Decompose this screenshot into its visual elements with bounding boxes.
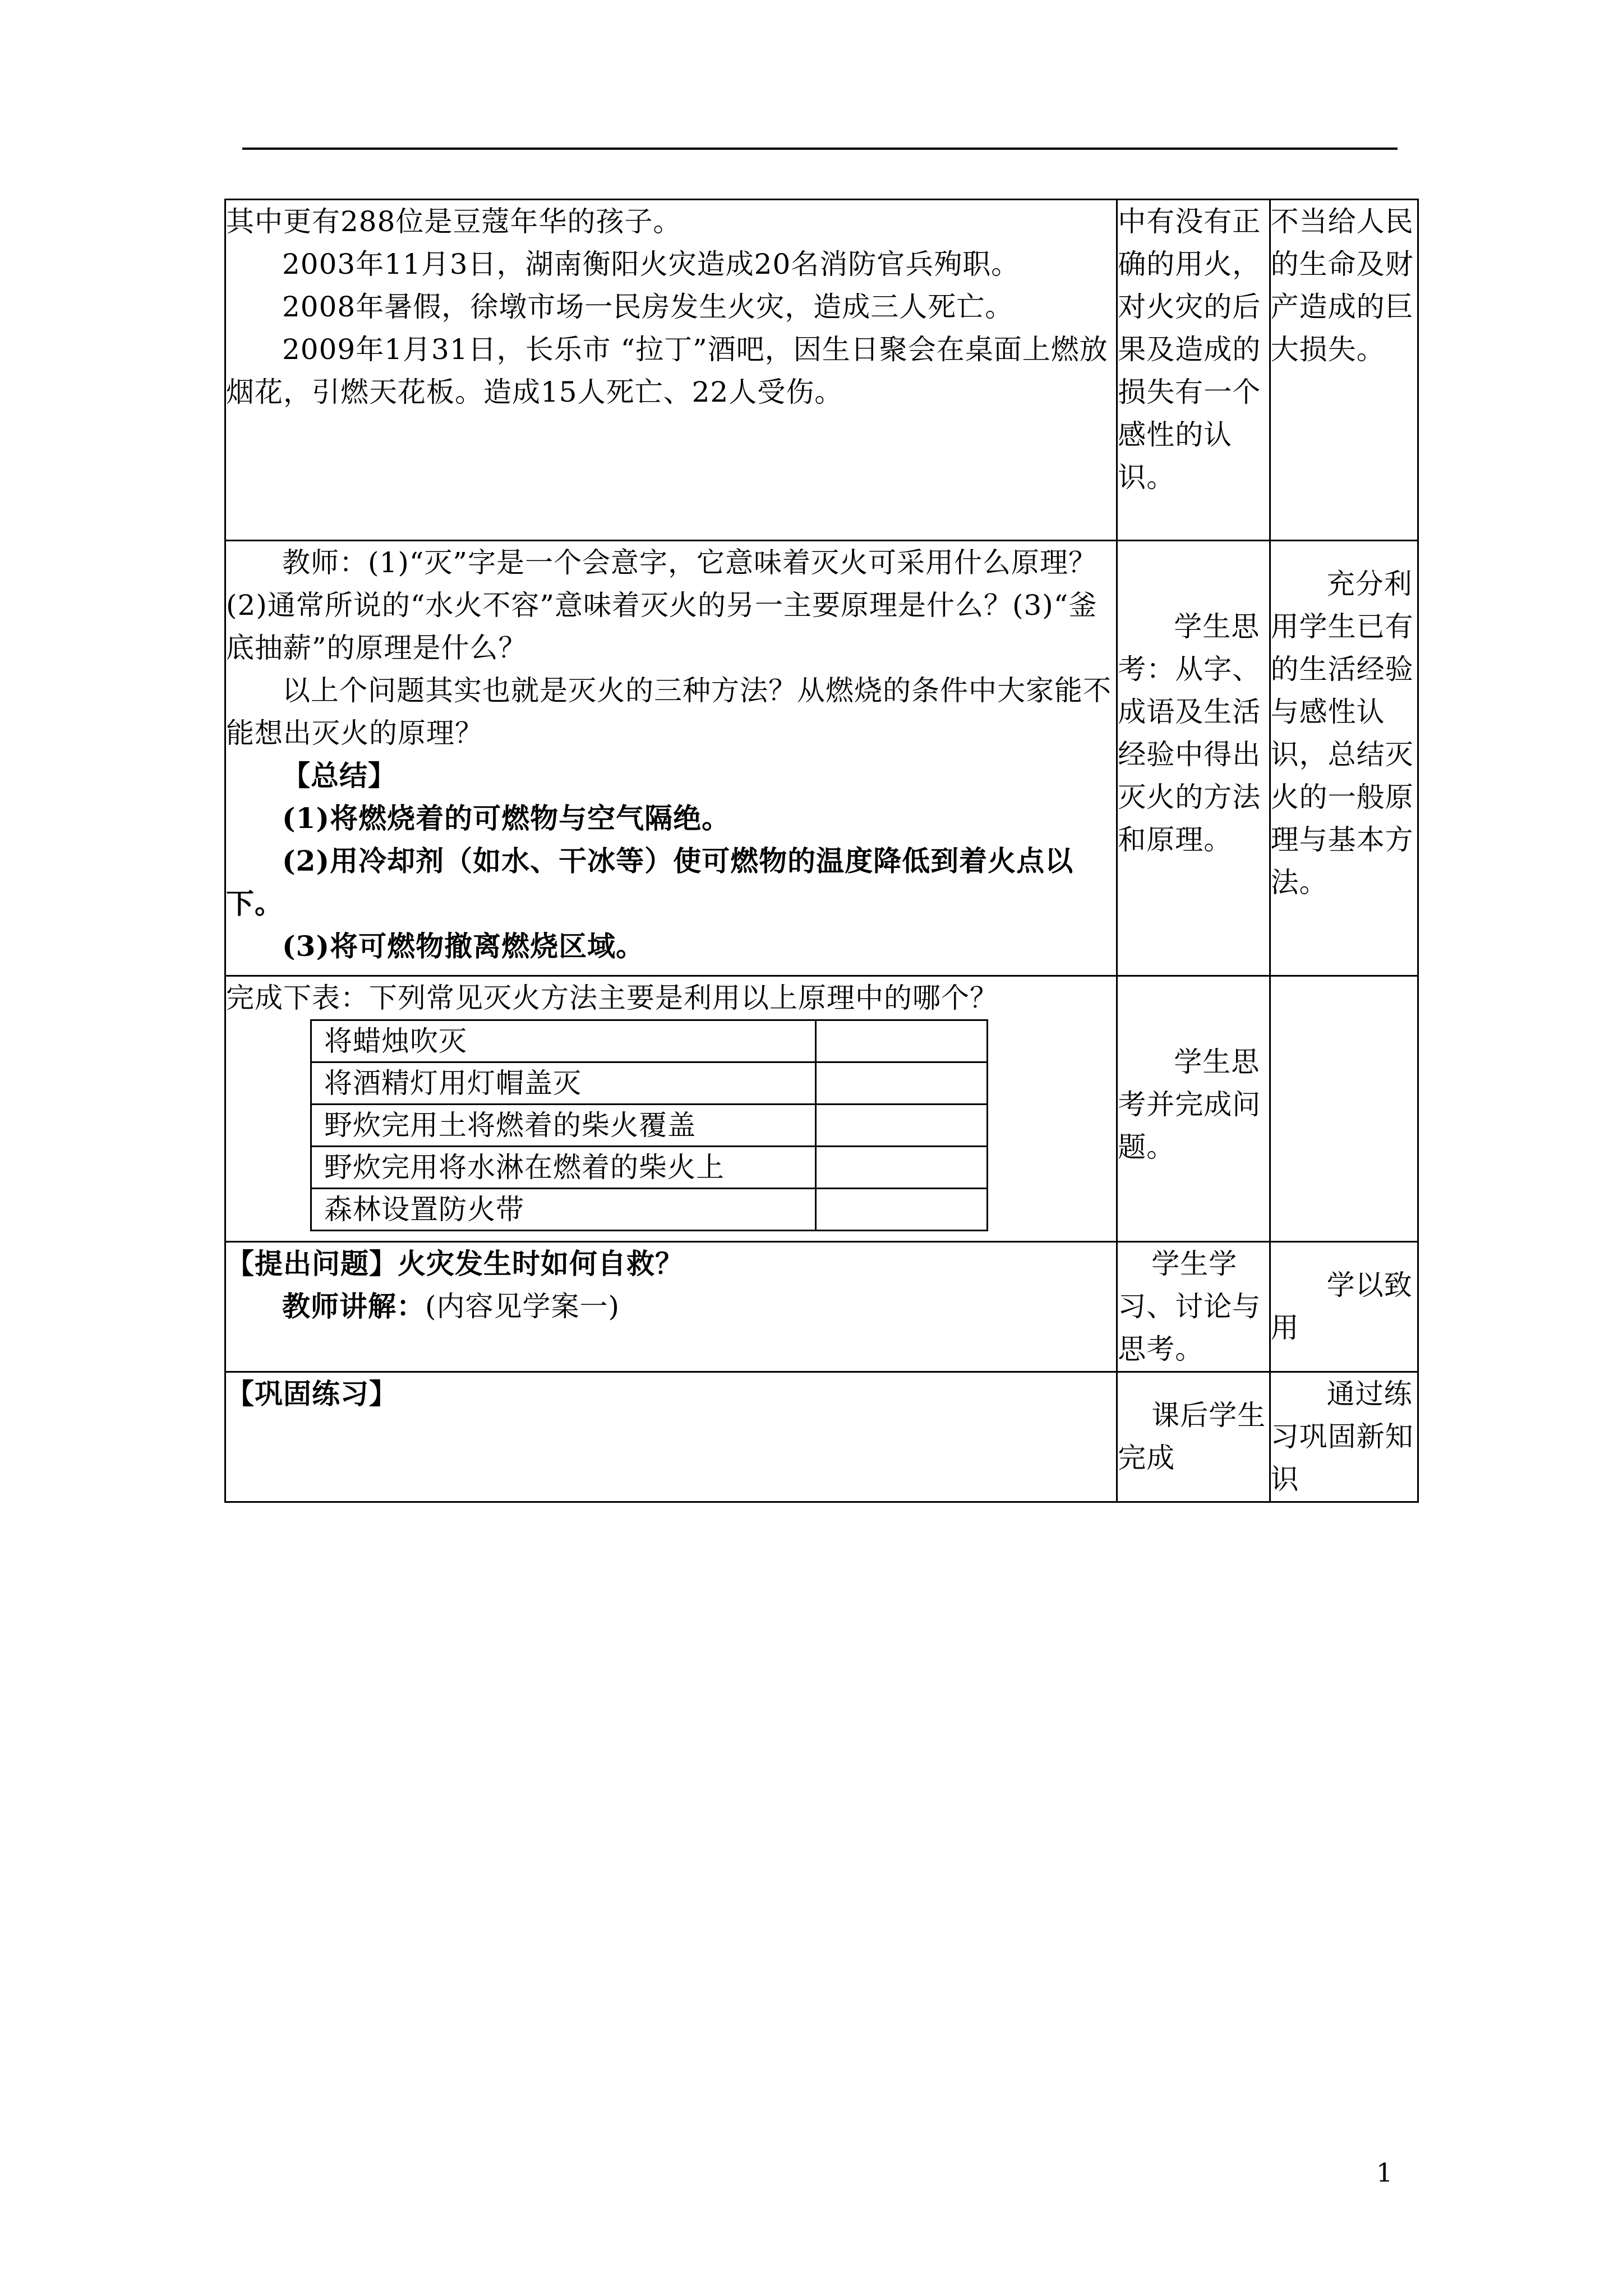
design-intent-text: 不当给人民的生命及财产造成的巨大损失。 [1270, 205, 1414, 366]
answer-cell [816, 1147, 988, 1189]
table-row [311, 1147, 988, 1189]
table-row [225, 541, 1418, 976]
content-line: 以上个问题其实也就是灭火的三种方法？从燃烧的条件中大家能不能想出灭火的原理？ [226, 674, 1112, 749]
method-cell: 森林设置防火带 [311, 1189, 816, 1231]
content-cell [225, 976, 1117, 1242]
answer-cell [816, 1020, 988, 1062]
exercise-table [310, 1019, 988, 1231]
content-line: 2009年1月31日，长乐市 “拉丁”酒吧，因生日聚会在桌面上燃放烟花，引燃天花板。造成15人死亡、22人受伤。 [226, 333, 1108, 408]
summary-heading: 【总结】 [282, 759, 396, 792]
question-heading: 【提出问题】火灾发生时如何自救？ [226, 1247, 684, 1280]
practice-heading: 【巩固练习】 [226, 1377, 398, 1410]
teacher-note: (内容见学案一) [425, 1290, 620, 1323]
lesson-plan-table [224, 199, 1419, 1503]
table-row [311, 1020, 988, 1062]
student-activity-cell [1117, 541, 1270, 976]
table-row [311, 1062, 988, 1105]
student-activity-cell [1117, 1242, 1270, 1372]
design-intent-text: 充分利用学生已有的生活经验与感性认识，总结灭火的一般原理与基本方法。 [1270, 568, 1414, 899]
design-intent-cell [1270, 1242, 1418, 1372]
method-cell: 将蜡烛吹灭 [311, 1020, 816, 1062]
teacher-label: 教师讲解： [282, 1290, 425, 1323]
summary-point-3: (3)将可燃物撤离燃烧区域。 [282, 930, 645, 963]
summary-point-2: (2)用冷却剂（如水、干冰等）使可燃物的温度降低到着火点以下。 [226, 844, 1074, 920]
design-intent-text: 学以致用 [1270, 1269, 1413, 1344]
table-row [311, 1105, 988, 1147]
method-cell: 野炊完用土将燃着的柴火覆盖 [311, 1105, 816, 1147]
table-row [225, 1372, 1418, 1502]
exercise-intro: 完成下表：下列常见灭火方法主要是利用以上原理中的哪个？ [226, 982, 998, 1014]
method-cell: 将酒精灯用灯帽盖灭 [311, 1062, 816, 1105]
table-row [225, 200, 1418, 541]
student-activity-text: 学生思考并完成问题。 [1118, 1046, 1261, 1163]
student-activity-cell [1117, 976, 1270, 1242]
summary-point-1: (1)将燃烧着的可燃物与空气隔绝。 [282, 802, 731, 835]
table-row [225, 976, 1418, 1242]
content-cell [225, 1372, 1117, 1502]
design-intent-cell [1270, 200, 1418, 541]
student-activity-text: 学生学习、讨论与思考。 [1118, 1248, 1261, 1365]
content-line: 2008年暑假，徐墩市场一民房发生火灾，造成三人死亡。 [282, 291, 1014, 323]
answer-cell [816, 1062, 988, 1105]
student-activity-text: 课后学生完成 [1118, 1399, 1266, 1474]
teacher-questions: 教师：(1)“灭”字是一个会意字，它意味着灭火可采用什么原理？(2)通常所说的“水火不容”意味着灭火的另一主要原理是什么？(3)“釜底抽薪”的原理是什么？ [226, 546, 1098, 664]
content-cell [225, 1242, 1117, 1372]
content-cell [225, 200, 1117, 541]
design-intent-cell [1270, 1372, 1418, 1502]
content-line: 其中更有288位是豆蔻年华的孩子。 [226, 205, 682, 238]
table-row [311, 1189, 988, 1231]
design-intent-cell [1270, 976, 1418, 1242]
student-activity-text: 学生思考：从字、成语及生活经验中得出灭火的方法和原理。 [1118, 610, 1261, 856]
student-activity-cell [1117, 1372, 1270, 1502]
design-intent-text: 通过练习巩固新知识 [1270, 1378, 1414, 1496]
design-intent-cell [1270, 541, 1418, 976]
answer-cell [816, 1189, 988, 1231]
method-cell: 野炊完用将水淋在燃着的柴火上 [311, 1147, 816, 1189]
content-line: 2003年11月3日，湖南衡阳火灾造成20名消防官兵殉职。 [282, 248, 1020, 280]
answer-cell [816, 1105, 988, 1147]
page-number: 1 [1376, 2157, 1393, 2188]
header-rule [242, 148, 1398, 150]
student-activity-cell [1117, 200, 1270, 541]
table-row [225, 1242, 1418, 1372]
content-cell [225, 541, 1117, 976]
student-activity-text: 中有没有正确的用火，对火灾的后果及造成的损失有一个感性的认识。 [1118, 205, 1261, 494]
